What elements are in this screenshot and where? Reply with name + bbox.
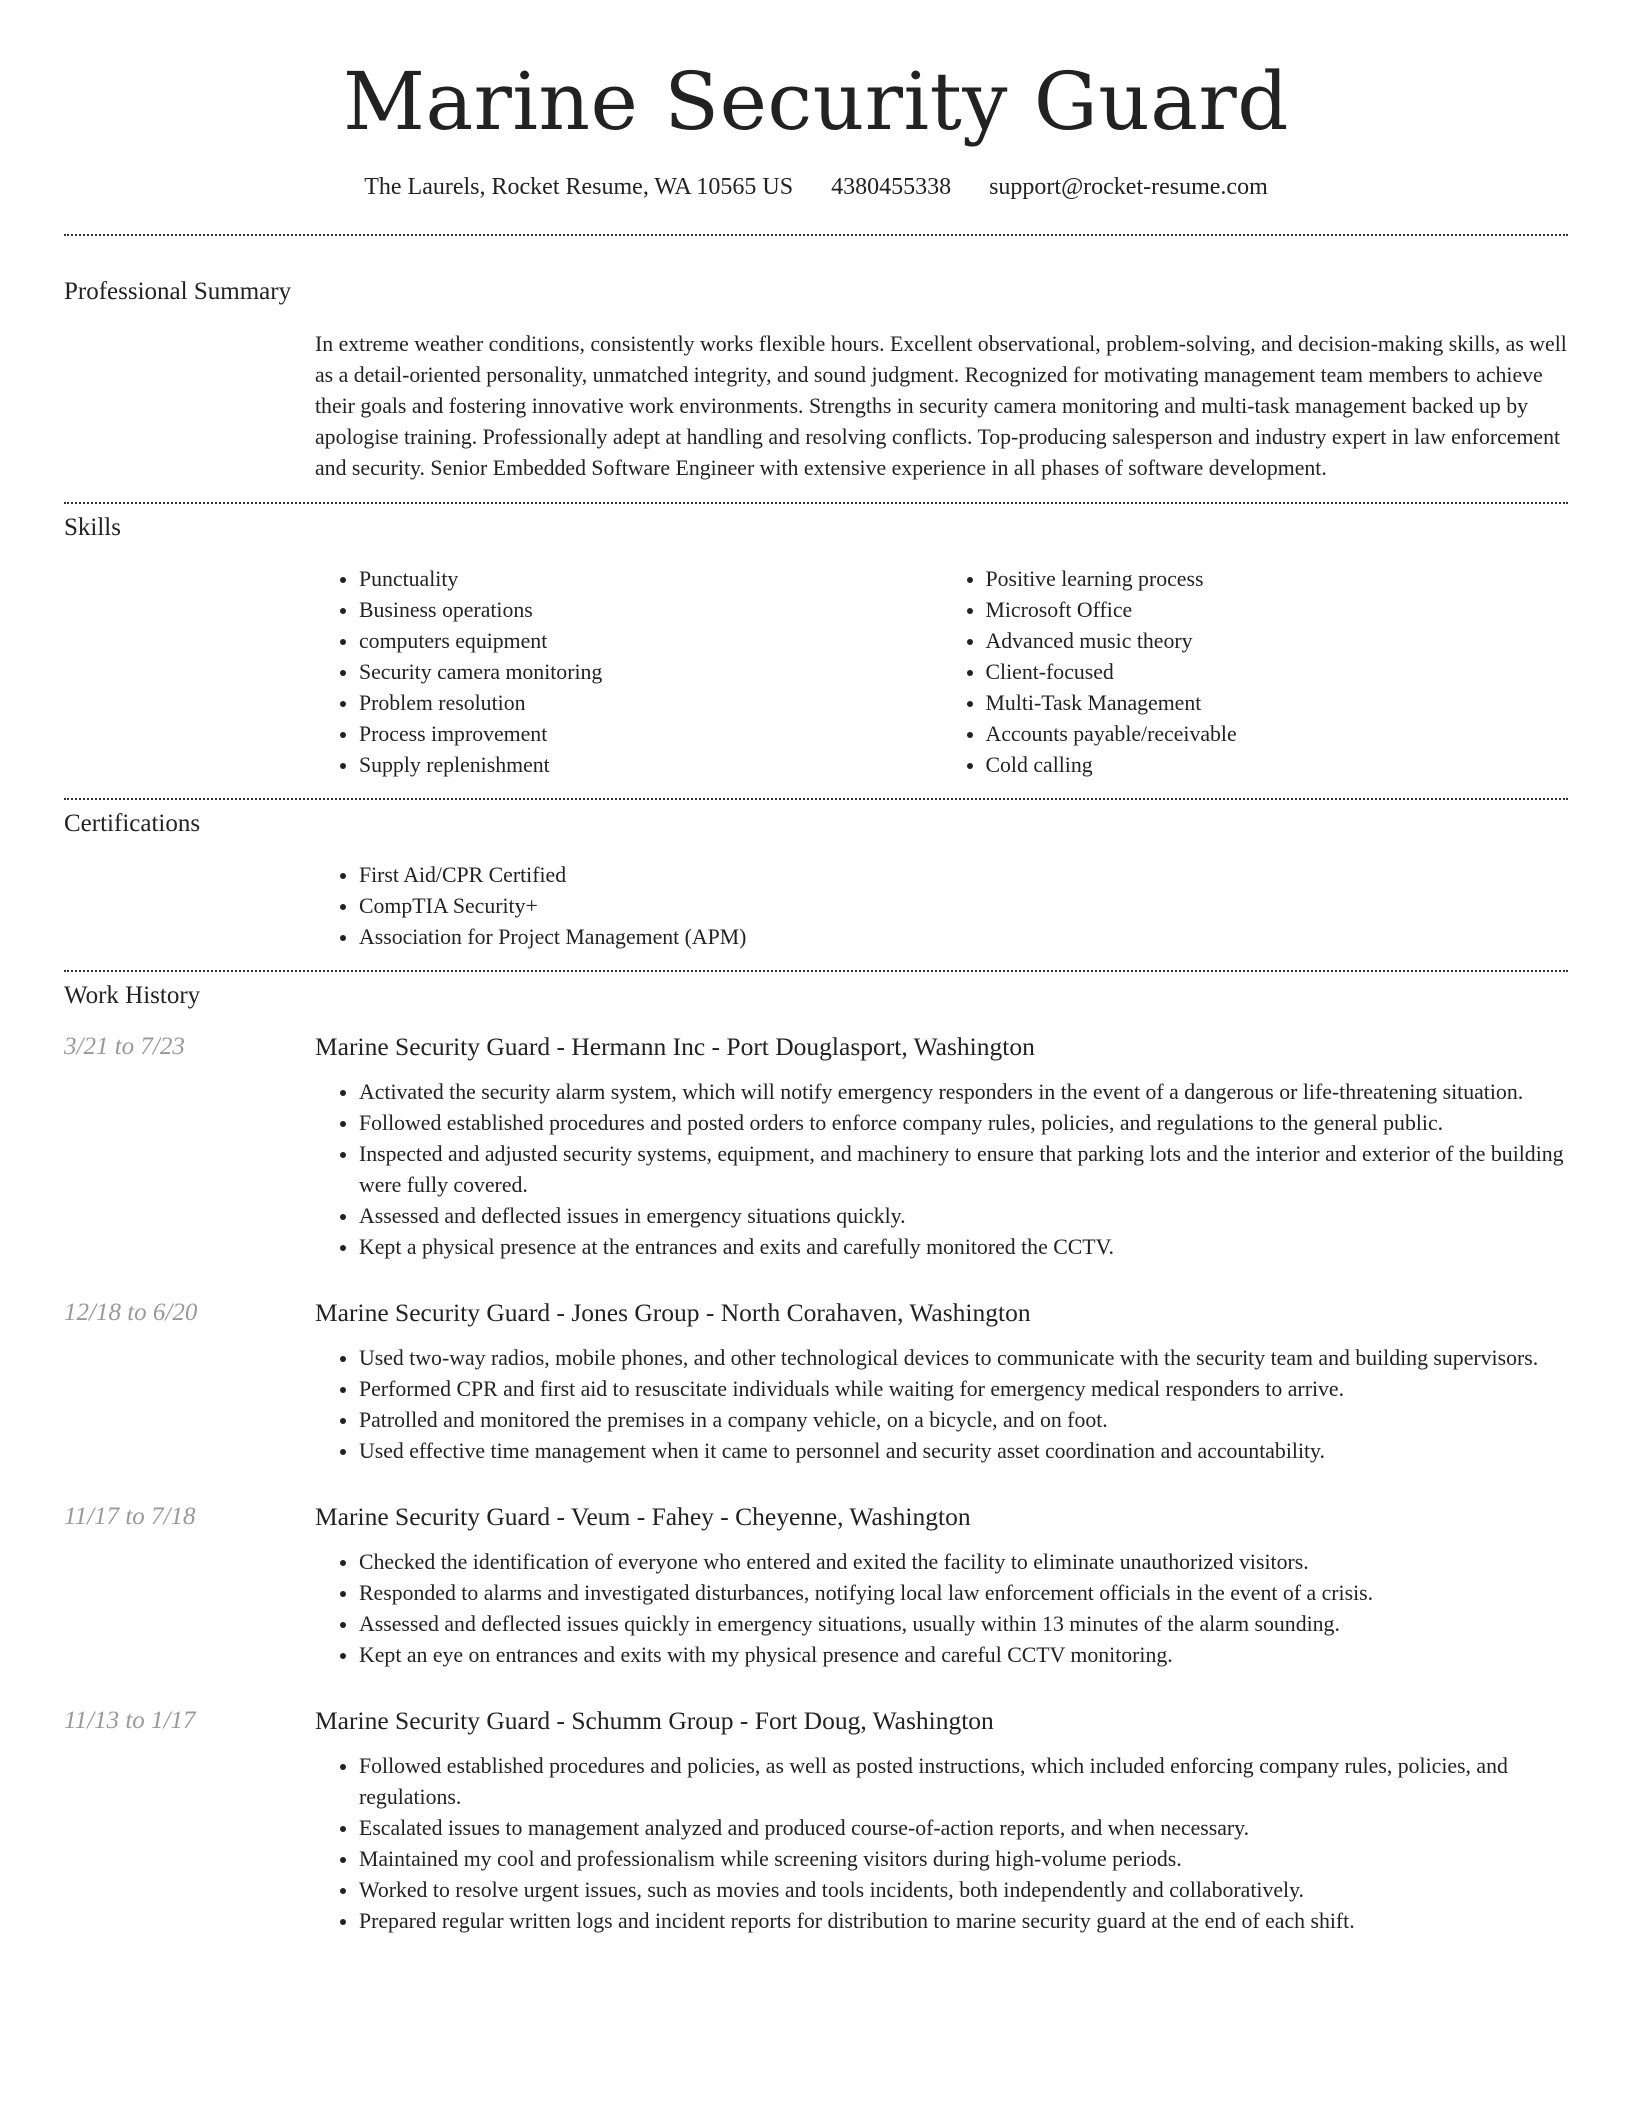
divider (64, 970, 1568, 972)
job-bullets (315, 1343, 1568, 1467)
job-bullets (315, 1751, 1568, 1937)
divider (64, 798, 1568, 800)
summary-section (64, 278, 1568, 484)
summary-text: In extreme weather conditions, consistently works flexible hours. Excellent observational, problem-solving, and decision-making skills, as well as a detail-oriented personality, unmatched integrity, and sound judgment. Recognized for motivating management team members to achieve their goals and fostering innovative work environments. Strengths in security camera monitoring and multi-task management backed up by apologise training. Professionally adept at handling and resolving conflicts. Top-producing salesperson and industry expert in law enforcement and security. Senior Embedded Software Engineer with extensive experience in all phases of software development. (315, 332, 1567, 480)
section-title: Certifications (64, 810, 201, 837)
skills-right-column (942, 564, 1569, 781)
divider (64, 234, 1568, 236)
skill-item: • Client-focused (986, 657, 1569, 688)
certifications-list (315, 860, 1568, 953)
job-bullet: • Assessed and deflected issues quickly in emergency situations, usually within 13 minutes of the alarm sounding. (359, 1609, 1568, 1640)
skills-list (315, 564, 1568, 781)
job-title: Marine Security Guard - Veum - Fahey - Cheyenne, Washington (315, 1502, 971, 1531)
job-bullet: • Checked the identification of everyone who entered and exited the facility to eliminate unauthorized visitors. (359, 1547, 1568, 1578)
job-body (315, 1500, 1568, 1671)
job-dates: 11/17 to 7/18 (64, 1503, 196, 1530)
job-bullet: • Performed CPR and first aid to resuscitate individuals while waiting for emergency medical responders to arrive. (359, 1374, 1568, 1405)
certification-item: • Association for Project Management (APM) (359, 922, 1568, 953)
job-bullet: • Worked to resolve urgent issues, such as movies and tools incidents, both independently and collaboratively. (359, 1875, 1568, 1906)
job-dates: 3/21 to 7/23 (64, 1033, 185, 1060)
skill-item: • Business operations (359, 595, 942, 626)
job-title: Marine Security Guard - Hermann Inc - Port Douglasport, Washington (315, 1032, 1035, 1061)
skill-item: • Positive learning process (986, 564, 1569, 595)
skill-item: • Cold calling (986, 750, 1569, 781)
skill-item: • Advanced music theory (986, 626, 1569, 657)
divider (64, 502, 1568, 504)
job-entry (64, 1296, 1568, 1467)
address: The Laurels, Rocket Resume, WA 10565 US (364, 174, 794, 200)
job-body (315, 1704, 1568, 1937)
section-title: Work History (64, 982, 201, 1009)
job-bullet: • Maintained my cool and professionalism while screening visitors during high-volume periods. (359, 1844, 1568, 1875)
job-bullet: • Assessed and deflected issues in emergency situations quickly. (359, 1201, 1568, 1232)
candidate-name: Marine Security Guard (343, 55, 1289, 148)
jobs-list (64, 1030, 1568, 1937)
skill-item: • Microsoft Office (986, 595, 1569, 626)
job-dates: 11/13 to 1/17 (64, 1707, 196, 1734)
job-bullet: • Used two-way radios, mobile phones, and other technological devices to communicate with the security team and building supervisors. (359, 1343, 1568, 1374)
job-bullet: • Used effective time management when it came to personnel and security asset coordination and accountability. (359, 1436, 1568, 1467)
job-bullet: • Inspected and adjusted security systems, equipment, and machinery to ensure that parking lots and the interior and exterior of the building were fully covered. (359, 1139, 1568, 1201)
job-bullet: • Kept an eye on entrances and exits with my physical presence and careful CCTV monitoring. (359, 1640, 1568, 1671)
skill-item: • Supply replenishment (359, 750, 942, 781)
certification-item: • CompTIA Security+ (359, 891, 1568, 922)
job-body (315, 1296, 1568, 1467)
email: support@rocket-resume.com (989, 174, 1268, 200)
job-entry (64, 1500, 1568, 1671)
job-bullet: • Patrolled and monitored the premises in a company vehicle, on a bicycle, and on foot. (359, 1405, 1568, 1436)
job-bullet: • Responded to alarms and investigated disturbances, notifying local law enforcement officials in the event of a crisis. (359, 1578, 1568, 1609)
job-entry (64, 1704, 1568, 1937)
job-bullet: • Kept a physical presence at the entrances and exits and carefully monitored the CCTV. (359, 1232, 1568, 1263)
skill-item: • Punctuality (359, 564, 942, 595)
job-entry (64, 1030, 1568, 1263)
section-title: Professional Summary (64, 278, 292, 305)
job-bullet: • Escalated issues to management analyzed and produced course-of-action reports, and when necessary. (359, 1813, 1568, 1844)
skill-item: • computers equipment (359, 626, 942, 657)
job-bullet: • Followed established procedures and policies, as well as posted instructions, which included enforcing company rules, policies, and regulations. (359, 1751, 1568, 1813)
resume-page (64, 0, 1568, 1937)
certification-item: • First Aid/CPR Certified (359, 860, 1568, 891)
job-title: Marine Security Guard - Schumm Group - Fort Doug, Washington (315, 1706, 994, 1735)
job-bullet: • Followed established procedures and posted orders to enforce company rules, policies, and regulations to the general public. (359, 1108, 1568, 1139)
job-bullets (315, 1547, 1568, 1671)
skill-item: • Security camera monitoring (359, 657, 942, 688)
phone: 4380455338 (831, 174, 952, 200)
job-bullet: • Prepared regular written logs and incident reports for distribution to marine security guard at the end of each shift. (359, 1906, 1568, 1937)
skills-left-column (315, 564, 942, 781)
job-body (315, 1030, 1568, 1263)
certifications-section (64, 810, 1568, 953)
section-title: Skills (64, 514, 121, 541)
job-dates: 12/18 to 6/20 (64, 1299, 198, 1326)
job-title: Marine Security Guard - Jones Group - North Corahaven, Washington (315, 1298, 1031, 1327)
work-section (64, 982, 1568, 1937)
skills-section (64, 514, 1568, 781)
skill-item: • Process improvement (359, 719, 942, 750)
job-bullet: • Activated the security alarm system, which will notify emergency responders in the event of a dangerous or life-threatening situation. (359, 1077, 1568, 1108)
skill-item: • Multi-Task Management (986, 688, 1569, 719)
skill-item: • Accounts payable/receivable (986, 719, 1569, 750)
skill-item: • Problem resolution (359, 688, 942, 719)
job-bullets (315, 1077, 1568, 1263)
contact-line (64, 174, 1568, 201)
